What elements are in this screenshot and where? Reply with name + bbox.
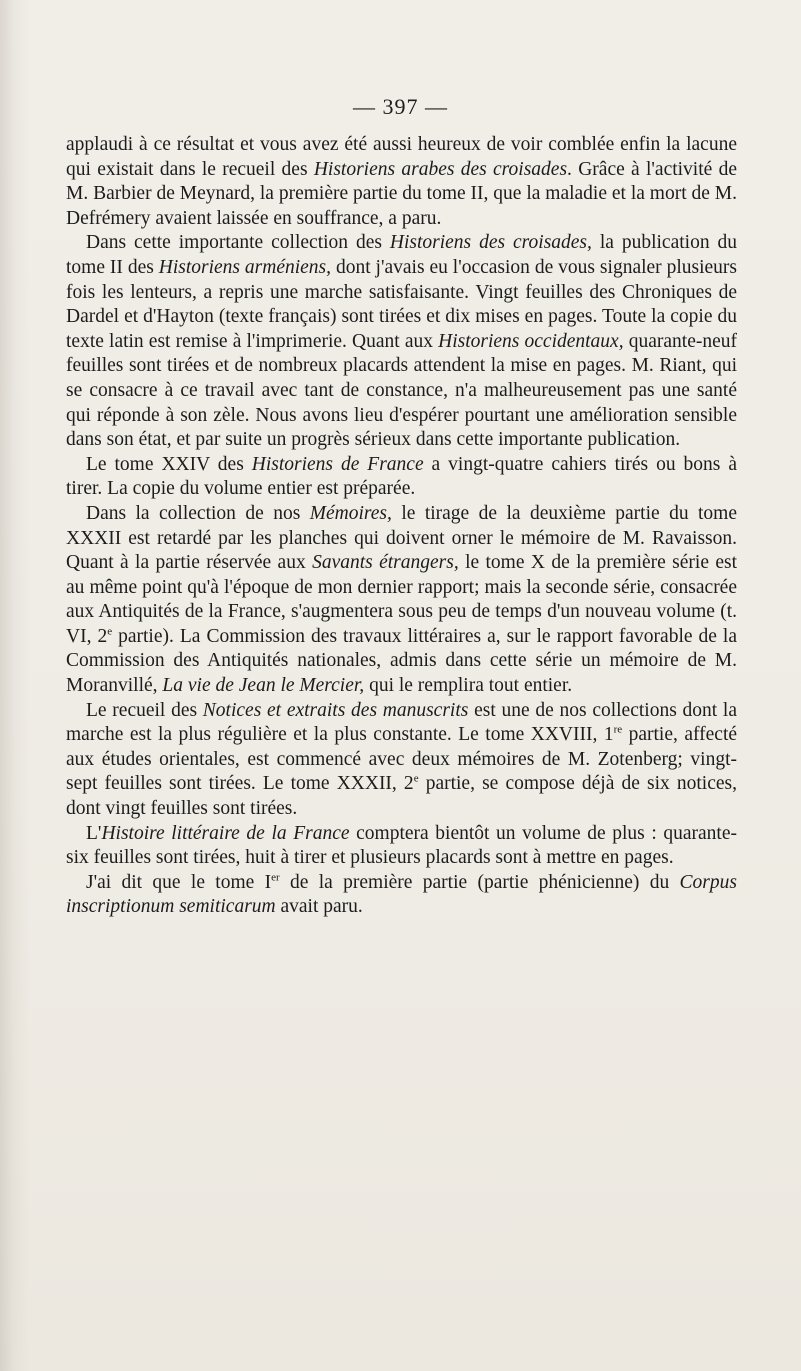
text-segment: a vingt-quatre cahiers tirés ou bons à tirer. La copie du volume entier est préparée. — [66, 453, 737, 500]
text-segment: dont j'avais eu l'occasion de vous signaler plusieurs fois les lenteurs, a repris une marche satisfaisante. Vingt feuilles des Chroniques de Dardel et d'Hayton (texte français) sont tirées et dix mises en pages. Toute la copie du texte latin est remise à l'imprimerie. Quant aux — [66, 256, 737, 352]
text-segment: L' — [86, 822, 102, 844]
page-number: — 397 — — [353, 94, 448, 119]
superscript: re — [613, 723, 623, 736]
text-segment: partie, se compose déjà de six notices, dont vingt feuilles sont tirées. — [66, 773, 737, 820]
italic-title: Historiens occidentaux, — [438, 330, 624, 352]
text-segment: Dans la collection de nos — [86, 502, 310, 524]
italic-title: Historiens arabes des croisades — [313, 158, 568, 180]
paragraph — [66, 502, 737, 699]
italic-title: Savants étrangers, — [312, 552, 459, 574]
text-segment: . Grâce à l'activité de M. Barbier de Meynard, la première partie du tome II, que la maladie et la mort de M. Defrémery avaient laissée en souffrance, a paru. — [66, 158, 737, 229]
text-segment: Le recueil des — [86, 699, 203, 721]
text-segment: partie). La Commission des travaux littéraires a, sur le rapport favorable de la Commission des Antiquités nationales, admis dans cette série un mémoire de M. Moranvillé, — [66, 625, 738, 697]
paragraph — [66, 871, 737, 920]
body-text — [66, 133, 737, 920]
italic-title: Historiens arméniens, — [158, 256, 332, 278]
superscript: er — [271, 871, 280, 884]
superscript: e — [107, 625, 113, 638]
text-segment: quarante-neuf feuilles sont tirées et de nombreux placards attendent la mise en pages. M. Riant, qui se consacre à ce travail avec tant de constance, n'a malheureusement pas une santé qui réponde à son zèle. Nous avons lieu d'espérer pourtant une amélioration sensible dans son état, et par suite un progrès sérieux dans cette importante publication. — [66, 330, 737, 451]
text-segment: avait paru. — [275, 896, 363, 918]
italic-title: Historiens de France — [251, 453, 424, 475]
italic-title: Historiens des croisades, — [389, 232, 592, 254]
text-segment: le tome X de la première série est au même point qu'à l'époque de mon dernier rapport; mais la seconde série, consacrée aux Antiquités de la France, s'augmentera sous peu de temps d'un nouveau volume (t. VI, 2 — [66, 552, 738, 647]
paragraph — [66, 699, 737, 822]
text-segment: la publication du tome II des — [66, 232, 737, 278]
text-segment: applaudi à ce résultat et vous avez été aussi heureux de voir comblée enfin la lacune qui existait dans le recueil des — [66, 134, 737, 180]
italic-title: Notices et extraits des manuscrits — [202, 699, 469, 721]
text-segment: le tirage de la deuxième partie du tome XXXII est retardé par les planches qui doivent orner le mémoire de M. Ravaisson. Quant à la partie réservée aux — [66, 502, 738, 574]
text-segment: Le tome XXIV des — [86, 453, 252, 475]
text-segment: comptera bientôt un volume de plus : quarante-six feuilles sont tirées, huit à tirer et plusieurs placards sont à mettre en pages. — [66, 822, 737, 869]
text-segment: J'ai dit que le tome I — [86, 871, 272, 893]
italic-title: La vie de Jean le Mercier, — [162, 675, 365, 697]
italic-title: Histoire littéraire de la France — [101, 822, 350, 844]
text-segment: partie, affecté aux études orientales, est commencé avec deux mémoires de M. Zotenberg; vingt-sept feuilles sont tirées. Le tome XXXII, 2 — [66, 724, 738, 795]
text-segment: qui le remplira tout entier. — [364, 675, 573, 697]
paragraph — [66, 231, 737, 452]
text-segment: est une de nos collections dont la marche est la plus régulière et la plus constante. Le tome XXVIII, 1 — [66, 699, 737, 746]
italic-title: Corpus inscriptionum semiticarum — [66, 871, 737, 918]
text-segment: de la première partie (partie phénicienne) du — [279, 871, 680, 893]
text-segment: Dans cette importante collection des — [86, 232, 390, 254]
paragraph — [66, 453, 737, 502]
italic-title: Mémoires, — [309, 502, 392, 524]
paragraph — [66, 133, 737, 231]
superscript: e — [413, 772, 419, 785]
paragraph — [66, 822, 737, 871]
